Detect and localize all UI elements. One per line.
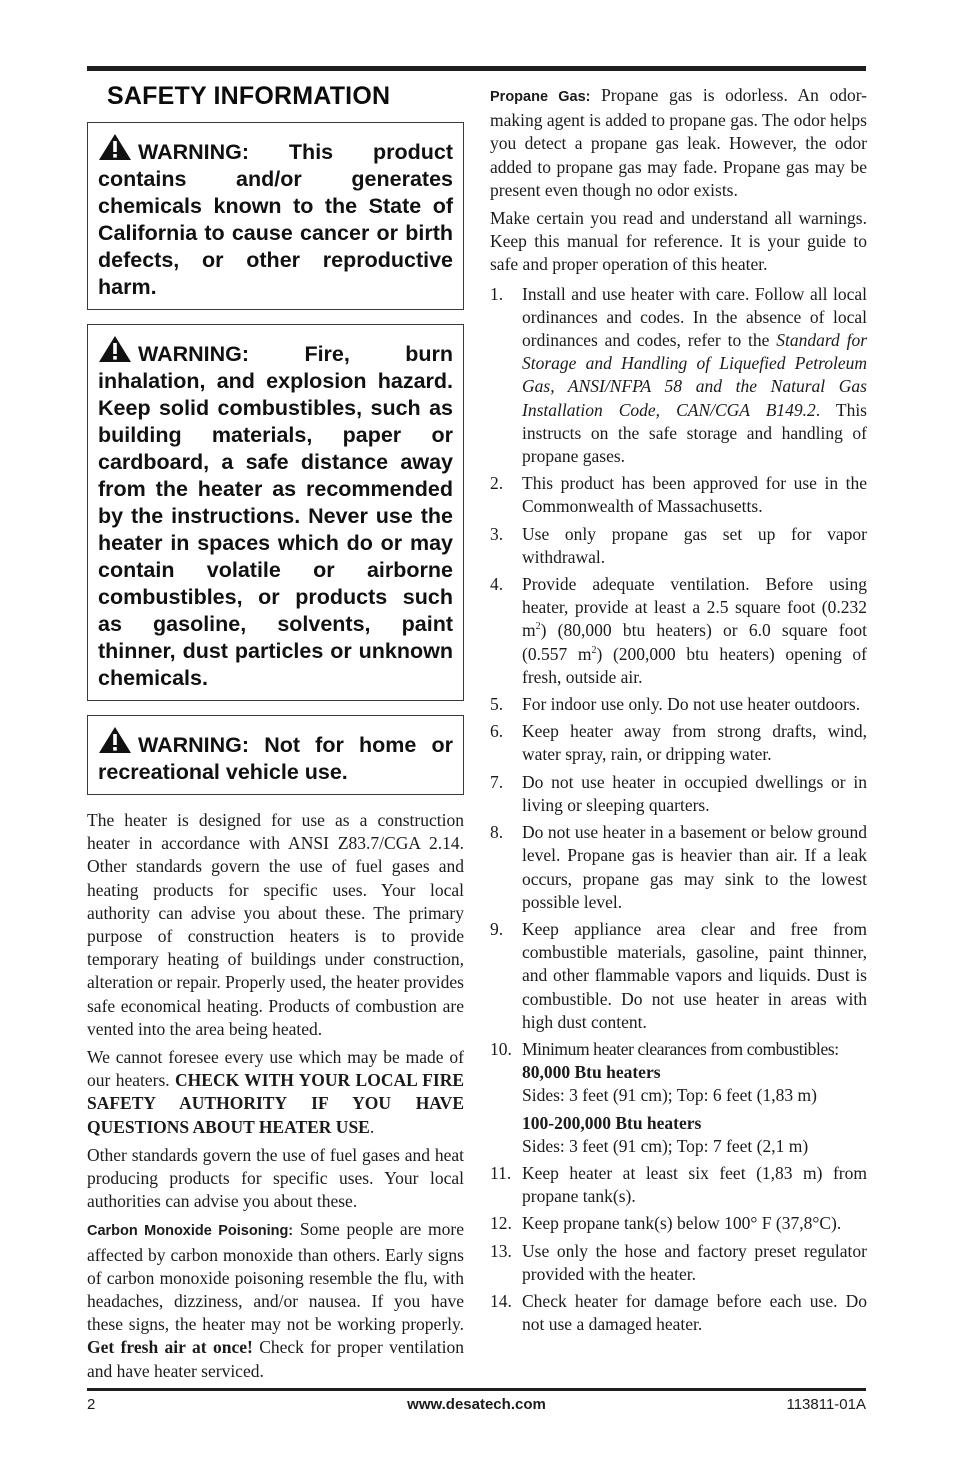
paragraph-text: Check for proper ventilation and have heater serviced. [87, 1337, 464, 1381]
list-number: 13. [490, 1240, 512, 1261]
list-text: For indoor use only. Do not use heater outdoors. [522, 694, 861, 715]
warning-box-california [87, 122, 464, 310]
paragraph-text: Propane gas is odorless. An odor-making agent is added to propane gas. The odor helps you detect a propane gas leak. However, the odor added to propane gas may fade. Propane gas may be present even though no odor exists. [490, 85, 868, 200]
safety-list [490, 283, 867, 1337]
list-item [490, 1162, 867, 1208]
list-number: 10. [490, 1038, 512, 1059]
clearance-values: Sides: 3 feet (91 cm); Top: 6 feet (1,83 m) [522, 1085, 817, 1106]
clearance-values: Sides: 3 feet (91 cm); Top: 7 feet (2,1 m) [522, 1135, 809, 1156]
list-item [490, 720, 867, 766]
list-number: 1. [490, 283, 504, 304]
list-text: ) (80,000 btu heaters) or 6.0 square foot (0.557 m [522, 620, 867, 664]
list-item [490, 1212, 867, 1235]
list-text: Install and use heater with care. Follow all local ordinances and codes. In the absence of local ordinances and codes, refer to the [522, 283, 867, 351]
list-number: 9. [490, 918, 504, 939]
list-item [490, 918, 867, 1034]
list-item [490, 771, 867, 817]
top-rule [87, 66, 866, 71]
warning-box-fire [87, 324, 464, 701]
list-text: Check heater for damage before each use. Do not use a damaged heater. [522, 1290, 867, 1335]
paragraph-other-standards: Other standards govern the use of fuel gases and heat producing products for specific uses. Your local authorities can advise you about these. [87, 1144, 464, 1212]
list-text: Keep appliance area clear and free from combustible materials, gasoline, paint thinner, and other flammable vapors and liquids. Dust is combustible. Do not use heater in areas with high dust content. [522, 918, 867, 1032]
emphasis-text: CHECK WITH YOUR LOCAL FIRE SAFETY AUTHORITY IF YOU HAVE QUESTIONS ABOUT HEATER USE [87, 1070, 465, 1137]
list-item [490, 821, 867, 914]
list-text: Do not use heater in a basement or below ground level. Propane gas is heavier than air. If a leak occurs, propane gas may sink to the lowest possible level. [522, 822, 867, 912]
paragraph-foresee-use [87, 1046, 464, 1139]
list-item [490, 1290, 867, 1336]
list-number: 2. [490, 473, 504, 494]
right-column [490, 84, 867, 1340]
standard-reference: Standard for Storage and Handling of Liquefied Petroleum Gas, ANSI/NFPA 58 and the Natural Gas Installation Code, CAN/CGA B149.2 [522, 330, 867, 420]
list-item [490, 1038, 867, 1158]
superscript: 2 [591, 644, 597, 656]
website-link[interactable]: www.desatech.com [407, 1396, 546, 1413]
paragraph-text: We cannot foresee every use which may be made of our heaters. [87, 1047, 464, 1091]
paragraph-text: . [369, 1116, 375, 1137]
warning-text: WARNING: This product contains and/or generates chemicals known to the State of California to cause cancer or birth defects, or other reproductive harm. [98, 140, 453, 299]
paragraph-construction-heater: The heater is designed for use as a construction heater in accordance with ANSI Z83.7/CGA 2.14. Other standards govern the use of fuel gases and heating products for specific uses. Your local authority can advise you about these. The primary purpose of construction heaters is to provide temporary heating of buildings under construction, alteration or repair. Properly used, the heater provides safe economical heating. Products of combustion are vented into the area being heated. [87, 810, 464, 1039]
warning-text: WARNING: Fire, burn inhalation, and explosion hazard. Keep solid combustibles, such as building materials, paper or cardboard, a safe distance away from the heater as recommended by the instructions. Never use the heater in spaces which do or may contain volatile or airborne combustibles, or products such as gasoline, solvents, paint thinner, dust particles or unknown chemicals. [98, 342, 453, 690]
list-text: Use only the hose and factory preset regulator provided with the heater. [522, 1240, 867, 1284]
superscript: 2 [535, 621, 541, 633]
document-code: 113811-01A [786, 1396, 866, 1413]
warning-text: WARNING: Not for home or recreational vehicle use. [98, 733, 453, 784]
paragraph-text: Some people are more affected by carbon monoxide than others. Early signs of carbon monoxide poisoning resemble the flu, with headaches, dizziness, and/or nausea. If you have these signs, the heater may not be working properly. [87, 1219, 465, 1335]
list-number: 7. [490, 771, 504, 792]
page-footer [87, 1396, 866, 1418]
left-column [87, 80, 464, 1388]
list-text: Minimum heater clearances from combustibles: [522, 1038, 839, 1059]
list-number: 8. [490, 822, 504, 843]
list-text: . This instructs on the safe storage and handling of propane gases. [522, 399, 867, 467]
paragraph-propane-gas [490, 84, 867, 202]
paragraph-carbon-monoxide [87, 1218, 464, 1382]
run-in-heading: Carbon Monoxide Poisoning: [87, 1223, 294, 1240]
list-item [490, 573, 867, 689]
list-number: 14. [490, 1290, 512, 1311]
list-item [490, 693, 867, 716]
list-number: 3. [490, 523, 504, 544]
page-number: 2 [87, 1396, 96, 1413]
list-number: 11. [490, 1162, 512, 1183]
list-text: This product has been approved for use in the Commonwealth of Massachusetts. [522, 473, 867, 517]
list-item [490, 472, 867, 518]
clearance-heading: 80,000 Btu heaters [522, 1062, 661, 1083]
list-number: 5. [490, 694, 504, 715]
list-number: 12. [490, 1213, 512, 1234]
list-item [490, 1240, 867, 1286]
list-text: Keep heater at least six feet (1,83 m) from propane tank(s). [522, 1162, 867, 1207]
bottom-rule [87, 1388, 866, 1391]
run-in-heading: Propane Gas: [490, 89, 591, 105]
list-number: 6. [490, 721, 504, 742]
emphasis-text: Get fresh air at once! [87, 1337, 253, 1358]
warning-triangle-icon [98, 335, 132, 363]
list-text: Do not use heater in occupied dwellings or in living or sleeping quarters. [522, 771, 867, 815]
list-text: ) (200,000 btu heaters) opening of fresh, outside air. [522, 643, 867, 687]
list-number: 4. [490, 574, 504, 595]
list-text: Keep heater away from strong drafts, wind, water spray, rain, or dripping water. [522, 721, 867, 765]
clearance-heading: 100-200,000 Btu heaters [522, 1112, 702, 1133]
list-text: Use only propane gas set up for vapor withdrawal. [522, 523, 867, 567]
list-text: Keep propane tank(s) below 100° F (37,8°C). [522, 1213, 842, 1234]
section-title: SAFETY INFORMATION [107, 82, 391, 110]
paragraph-read-warnings: Make certain you read and understand all warnings. Keep this manual for reference. It is your guide to safe and proper operation of this heater. [490, 208, 867, 275]
list-text: Provide adequate ventilation. Before using heater, provide at least a 2.5 square foot (0.232 m [522, 574, 867, 641]
list-item [490, 283, 867, 469]
warning-triangle-icon [98, 726, 132, 754]
list-item [490, 523, 867, 569]
warning-box-home-rv [87, 715, 464, 795]
warning-triangle-icon [98, 133, 132, 161]
